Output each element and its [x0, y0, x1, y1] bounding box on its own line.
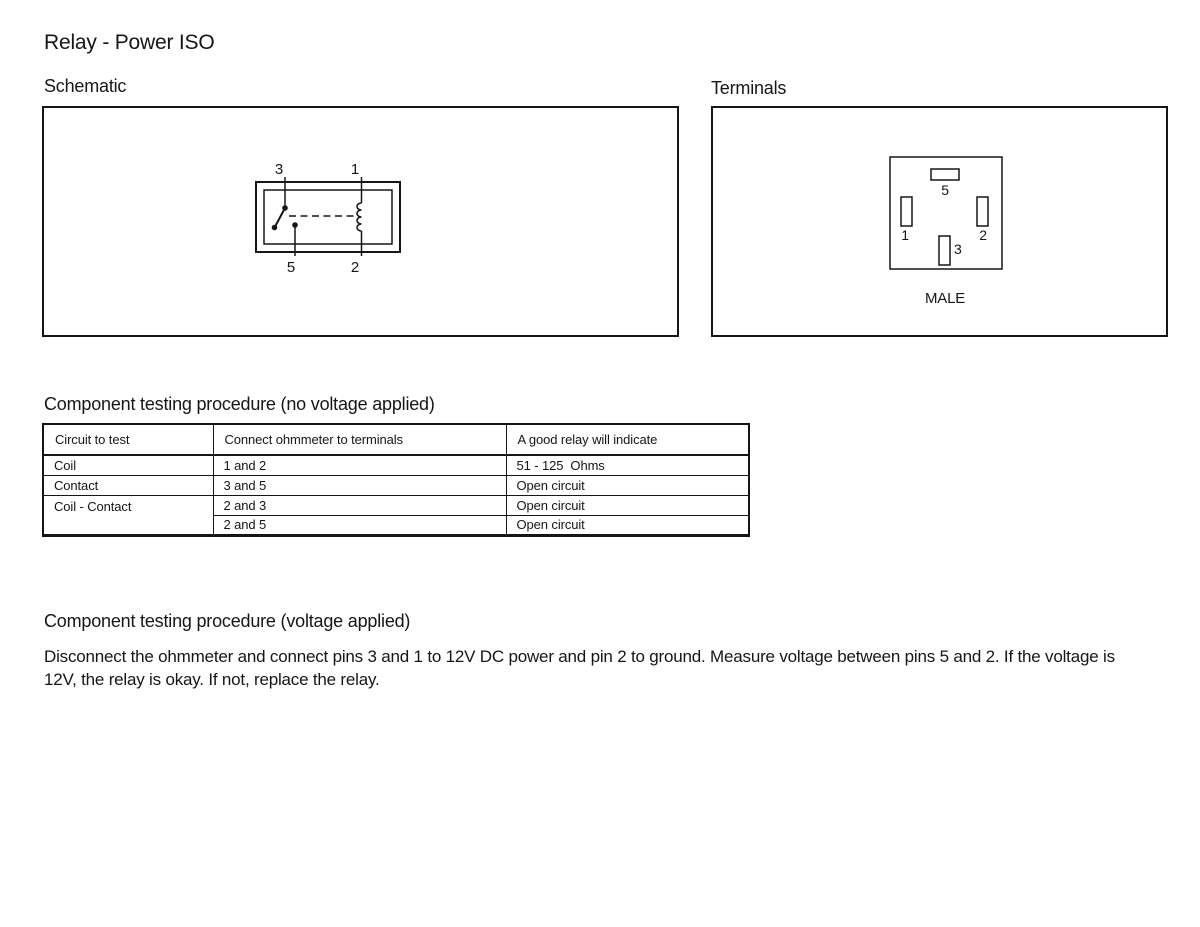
terminal-1-blade — [901, 197, 912, 226]
test-procedure-table — [42, 423, 750, 537]
col-header-circuit: Circuit to test — [43, 424, 213, 455]
cell-terminals: 1 and 2 — [213, 455, 506, 475]
cell-result: 51 - 125 Ohms — [506, 455, 749, 475]
relay-body-inner-outline — [264, 190, 392, 244]
terminal-label-2: 2 — [979, 227, 987, 243]
cell-result: Open circuit — [506, 495, 749, 515]
schematic-pin-label-1: 1 — [350, 161, 360, 178]
terminal-5-blade — [931, 169, 959, 180]
table-row — [43, 475, 749, 495]
col-header-result: A good relay will indicate — [506, 424, 749, 455]
cell-circuit: Contact — [43, 475, 213, 495]
terminal-label-1: 1 — [901, 227, 909, 243]
cell-circuit: Coil — [43, 455, 213, 475]
relay-body-outer-outline — [256, 182, 400, 252]
voltage-procedure-text: Disconnect the ohmmeter and connect pins 3 and 1 to 12V DC power and pin 2 to ground. Measure voltage between pins 5 and 2. If the voltage is 12V, the relay is okay. If not, replace the relay. — [44, 647, 1115, 689]
cell-result: Open circuit — [506, 515, 749, 535]
table-row — [43, 455, 749, 475]
schematic-pin-label-5: 5 — [286, 259, 296, 276]
cell-terminals: 2 and 3 — [213, 495, 506, 515]
page-title: Relay - Power ISO — [44, 31, 215, 54]
terminal-label-3: 3 — [954, 241, 962, 257]
male-connector-drawing — [711, 106, 1168, 337]
terminal-label-5: 5 — [941, 182, 949, 198]
schematic-pin-label-3: 3 — [274, 161, 284, 178]
switch-pivot-dot — [272, 225, 278, 231]
col-header-terminals: Connect ohmmeter to terminals — [213, 424, 506, 455]
no-voltage-heading: Component testing procedure (no voltage applied) — [44, 394, 435, 414]
connector-gender-label: MALE — [924, 290, 966, 307]
terminal-3-blade — [939, 236, 950, 265]
cell-result: Open circuit — [506, 475, 749, 495]
cell-circuit: Coil - Contact — [43, 495, 213, 535]
terminal-2-blade — [977, 197, 988, 226]
relay-schematic-drawing — [42, 106, 679, 337]
table-row — [43, 495, 749, 515]
cell-terminals: 2 and 5 — [213, 515, 506, 535]
voltage-heading: Component testing procedure (voltage applied) — [44, 611, 411, 631]
cell-terminals: 3 and 5 — [213, 475, 506, 495]
connector-body-outline — [890, 157, 1002, 269]
schematic-pin-label-2: 2 — [350, 259, 360, 276]
relay-coil-symbol — [357, 203, 362, 231]
schematic-heading: Schematic — [44, 76, 127, 96]
table-header-row — [43, 424, 749, 455]
terminals-heading: Terminals — [711, 78, 787, 98]
